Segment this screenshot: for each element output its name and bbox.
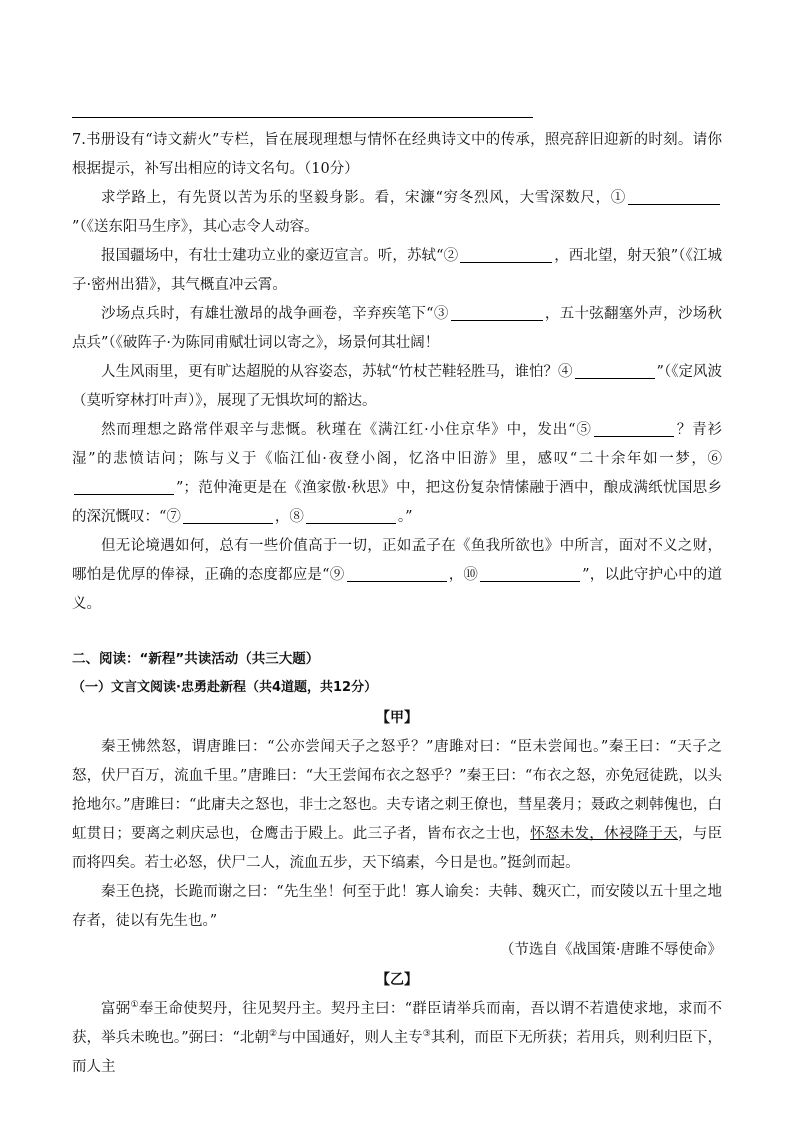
blank-3[interactable] <box>451 304 543 321</box>
q7-para-3: 沙场点兵时，有雄壮激昂的战争画卷，辛弃疾笔下“③ ，五十弦翻塞外声，沙场秋点兵”（《破阵子·为陈同甫赋壮词以寄之》，场景何其壮阔！ <box>72 306 722 351</box>
jia-source: （节选自《战国策·唐雎不辱使命》 <box>499 942 722 958</box>
blank-4[interactable] <box>575 362 655 379</box>
document-body <box>72 126 722 1082</box>
q7-intro: 7.书册设有“诗文薪火”专栏，旨在展现理想与情怀在经典诗文中的传承，照亮辞旧迎新的时刻。请你根据提示，补写出相应的诗文名句。（10分） <box>72 132 722 177</box>
q7-para-5: 然而理想之路常伴艰辛与悲慨。秋瑾在《满江红·小住京华》中，发出“⑤ ？青衫湿”的悲愤诘问；陈与义于《临江仙·夜登小阁，忆洛中旧游》里，感叹“二十余年如一梦，⑥”；范仲淹更是在《渔家傲·秋思》中，把这份复杂情愫融于酒中，酿成满纸忧国思乡的深沉慨叹：“⑦ ，⑧ 。” <box>72 422 722 525</box>
blank-9[interactable] <box>347 565 447 582</box>
blank-10[interactable] <box>480 565 580 582</box>
blank-8[interactable] <box>306 507 396 524</box>
blank-1[interactable] <box>628 188 720 205</box>
q7-para-1: 求学路上，有先贤以苦为乐的坚毅身影。看，宋濂“穷冬烈风，大雪深数尺，①”（《送东阳马生序》，其心志令人动容。 <box>72 184 722 242</box>
yi-para-1: 富弼①奉王命使契丹，往见契丹主。契丹主曰：“群臣请举兵而南，吾以谓不若遣使求地，求而不获，举兵未晚也。”弼曰：“北朝②与中国通好，则人主专③其利，而臣下无所获；若用兵，则利归臣下，而人主 <box>72 1000 723 1075</box>
q7-para-2: 报国疆场中，有壮士建功立业的豪迈宣言。听，苏轼“② ，西北望，射天狼”（《江城子·密州出猎》，其气概直冲云霄。 <box>72 248 722 293</box>
q7-para-4: 人生风雨里，更有旷达超脱的从容姿态，苏轼“竹杖芒鞋轻胜马，谁怕？④ ”（《定风波（莫听穿林打叶声）》，展现了无惧坎坷的豁达。 <box>72 364 722 409</box>
blank-7[interactable] <box>183 507 273 524</box>
underlined-phrase: 怀怒未发，休祲降于天 <box>530 826 678 842</box>
yi-label: 【乙】 <box>376 972 418 988</box>
blank-6[interactable] <box>74 478 174 495</box>
note-1: ① <box>130 1000 139 1011</box>
blank-5[interactable] <box>594 420 674 437</box>
blank-2[interactable] <box>460 246 552 263</box>
top-rule <box>72 117 533 118</box>
jia-para-2: 秦王色挠，长跪而谢之曰：“先生坐！何至于此！寡人谕矣：夫韩、魏灭亡，而安陵以五十里之地存者，徒以有先生也。” <box>72 884 722 929</box>
note-2: ② <box>268 1029 278 1040</box>
q7-para-6: 但无论境遇如何，总有一些价值高于一切，正如孟子在《鱼我所欲也》中所言，面对不义之财，哪怕是优厚的俸禄，正确的态度都应是“⑨ ，⑩ ”，以此守护心中的道义。 <box>72 538 723 612</box>
section-2-title: 二、阅读：“新程”共读活动（共三大题） <box>72 651 320 667</box>
jia-para-1: 秦王怫然怒，谓唐雎曰：“公亦尝闻天子之怒乎？”唐雎对曰：“臣未尝闻也。”秦王曰：“天子之怒，伏尸百万，流血千里。”唐雎曰：“大王尝闻布衣之怒乎？”秦王曰：“布衣之怒，亦免冠徒跣，以头抢地尔。”唐雎曰：“此庸夫之怒也，非士之怒也。夫专诸之刺王僚也，彗星袭月；聂政之刺韩傀也，白虹贯日；要离之刺庆忌也，仓鹰击于殿上。此三子者，皆布衣之士也，怀怒未发，休祲降于天，与臣而将四矣。若士必怒，伏尸二人，流血五步，天下缟素，今日是也。”挺剑而起。 <box>72 739 723 871</box>
subsection-1-title: （一）文言文阅读·忠勇赴新程（共4道题，共12分） <box>72 680 378 695</box>
jia-label: 【甲】 <box>376 710 418 726</box>
note-3: ③ <box>422 1029 431 1040</box>
